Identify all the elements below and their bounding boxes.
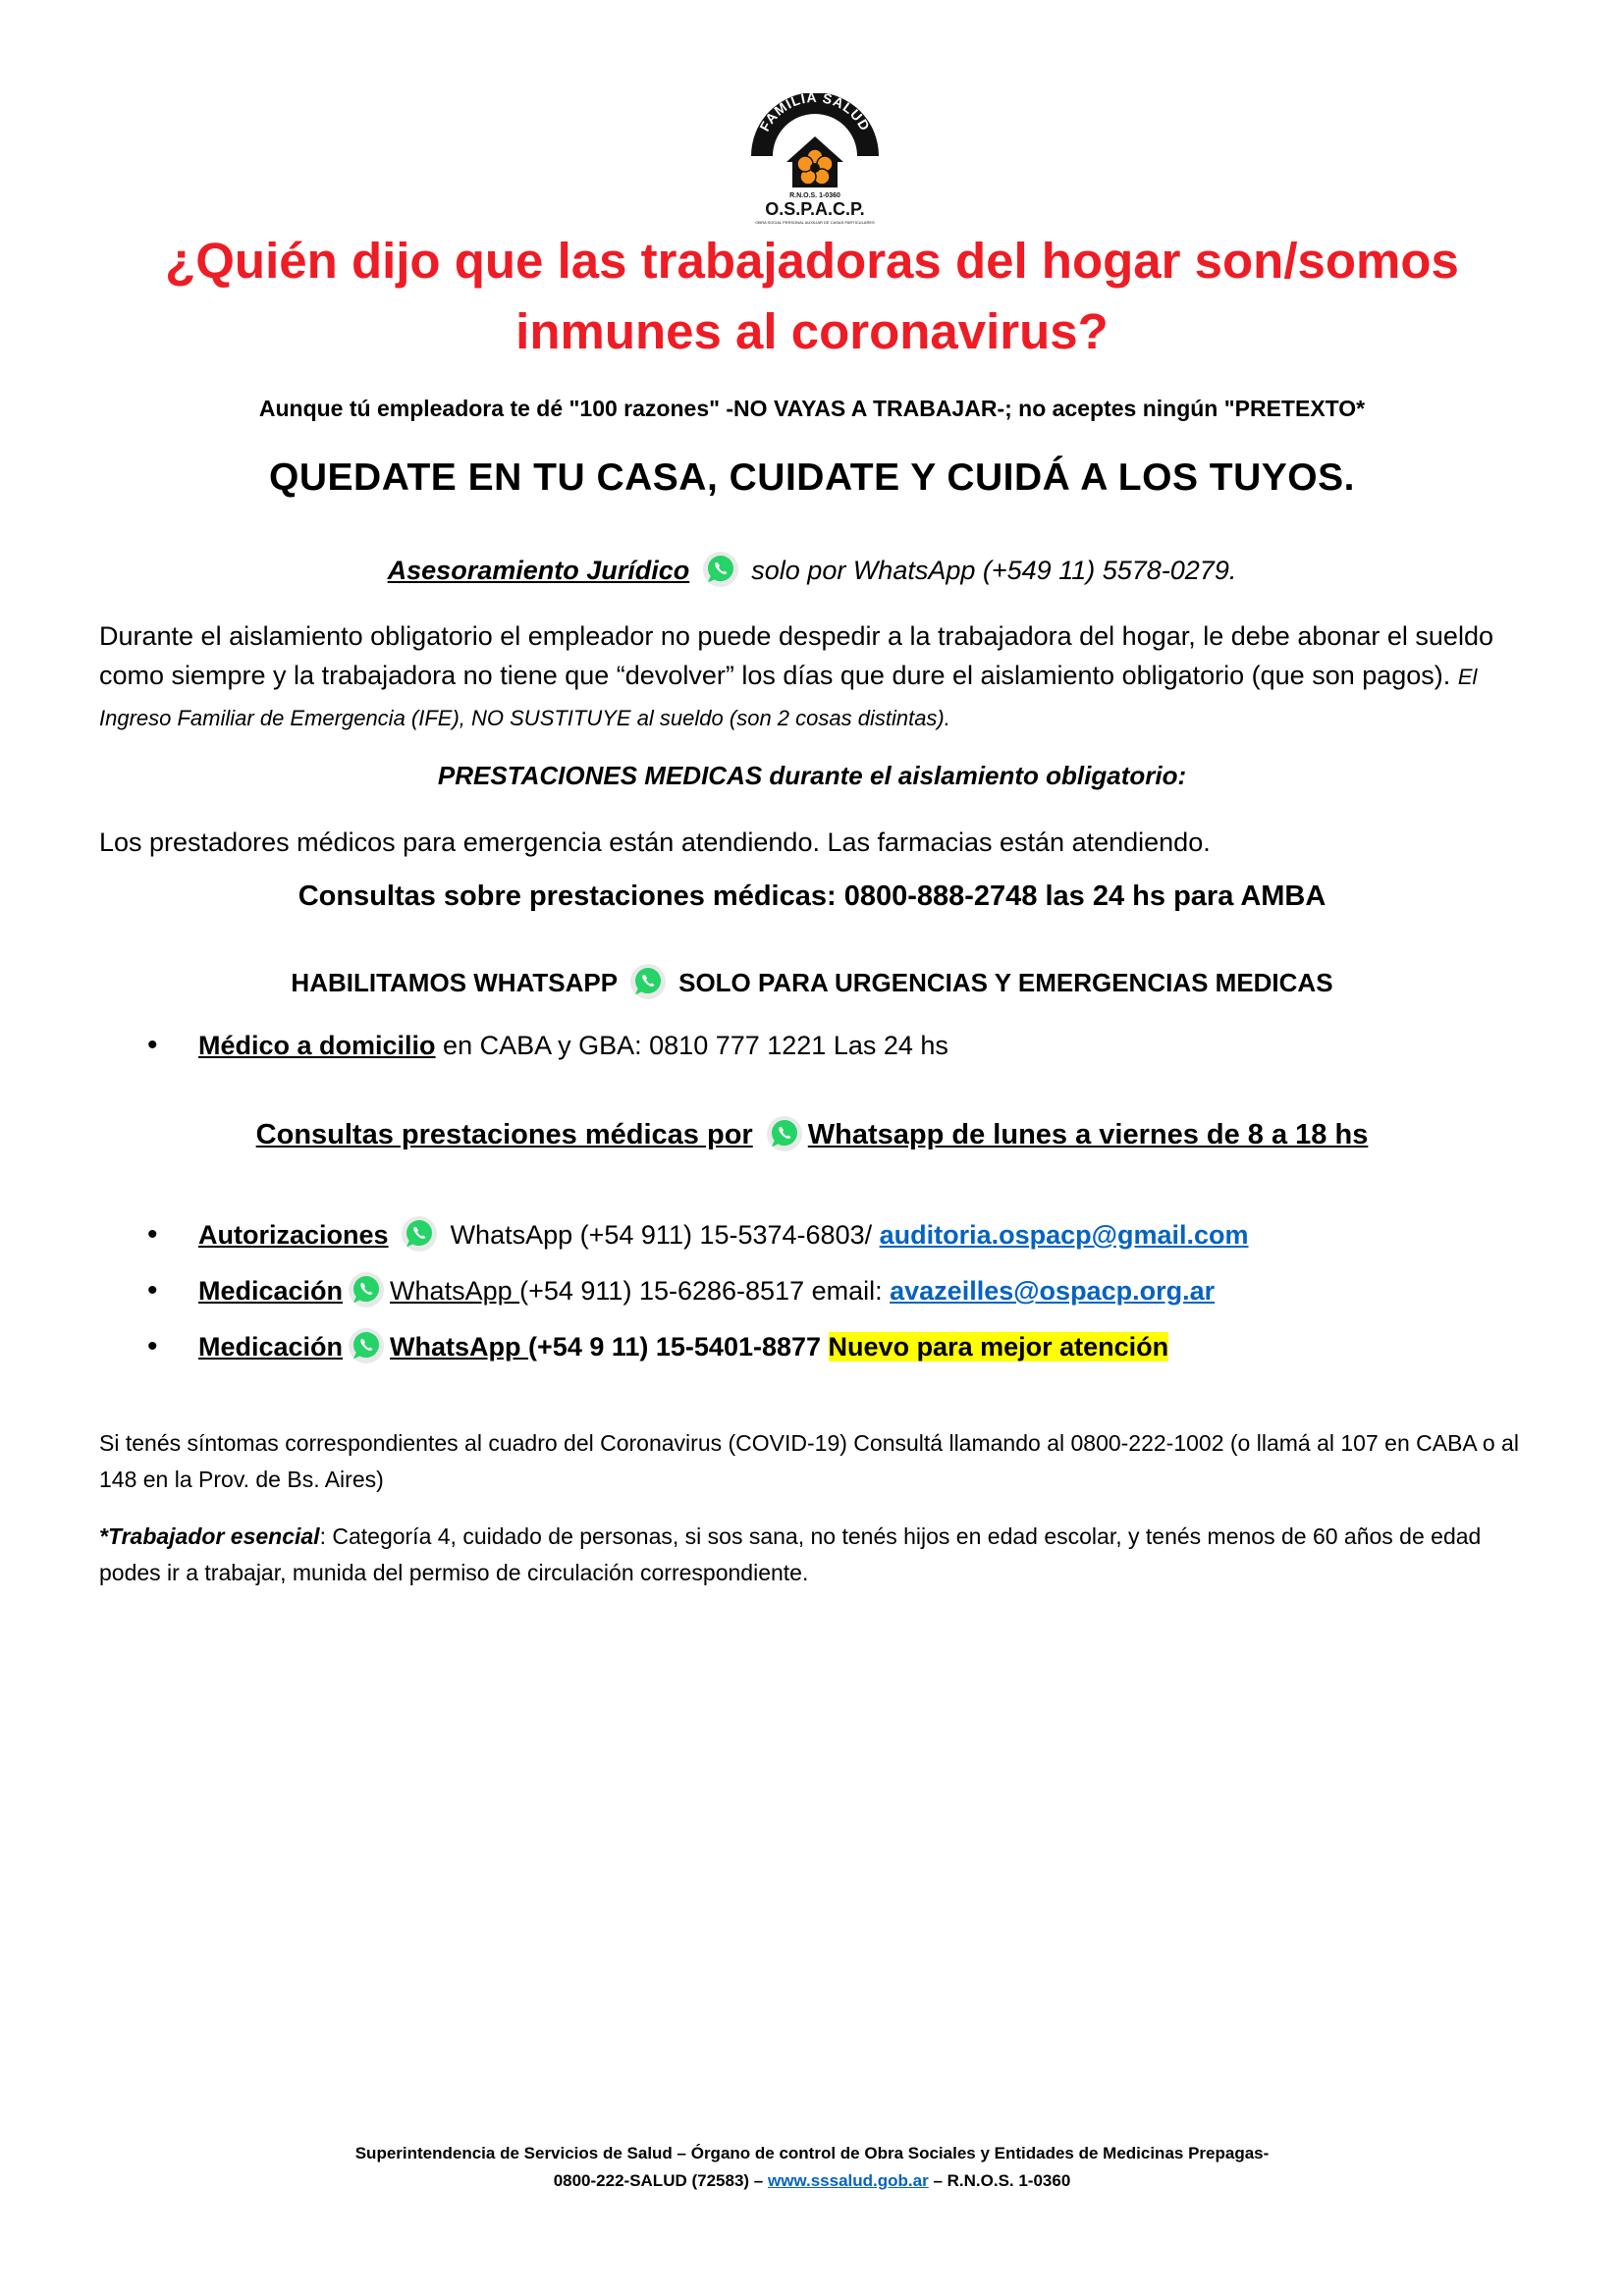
footer-rnos: – R.N.O.S. 1-0360 — [928, 2171, 1071, 2190]
asesoramiento-text: solo por WhatsApp (+549 11) 5578-0279. — [743, 556, 1237, 585]
headline: QUEDATE EN TU CASA, CUIDATE Y CUIDÁ A LOS TUYOS. — [269, 456, 1355, 499]
subtitle: Aunque tú empleadora te dé "100 razones" -NO VAYAS A TRABAJAR-; no aceptes ningún "PRETEXTO* — [258, 396, 1366, 421]
medicacion-label: Medicación — [198, 1276, 344, 1306]
footer-line-2 — [0, 2167, 1624, 2195]
auditoria-email-link[interactable]: auditoria.ospacp@gmail.com — [879, 1220, 1249, 1250]
medico-label: Médico a domicilio — [198, 1031, 436, 1060]
page-title — [0, 226, 1624, 367]
ife-note: El Ingreso Familiar de Emergencia (IFE), NO SUSTITUYE al sueldo (son 2 cosas distintas). — [99, 665, 1478, 730]
ospacp-logo — [741, 93, 889, 231]
nuevo-highlight: Nuevo para mejor atención — [828, 1332, 1169, 1362]
asesoramiento-label: Asesoramiento Jurídico — [387, 556, 690, 585]
consultas-phone-line: Consultas sobre prestaciones médicas: 0800-888-2748 las 24 hs para AMBA — [298, 881, 1326, 912]
habilitamos-after: SOLO PARA URGENCIAS Y EMERGENCIAS MEDICAS — [671, 968, 1333, 997]
medicacion-phone: (+54 911) 15-6286-8517 — [519, 1276, 805, 1306]
esencial-text: : Categoría 4, cuidado de personas, si sos sana, no tenés hijos en edad escolar, y tenés menos de 60 años de edad podes ir a trabajar, munida del permiso de circulación correspondiente. — [99, 1523, 1482, 1585]
logo-name: O.S.P.A.C.P. — [765, 199, 865, 219]
whatsapp-icon — [701, 550, 740, 589]
consultas2-after: Whatsapp de lunes a viernes de 8 a 18 hs — [807, 1119, 1369, 1150]
bullet-icon: • — [147, 1218, 158, 1251]
aislamiento-main-text: Durante el aislamiento obligatorio el empleador no puede despedir a la trabajadora del hogar, le debe abonar el sueldo como siempre y la trabajadora no tiene que “devolver” los días que dure el aislamiento obligatorio (que son pagos). — [99, 621, 1493, 690]
footer — [0, 2140, 1624, 2195]
title-line-1: ¿Quién dijo que las trabajadoras del hogar son/somos — [165, 233, 1459, 289]
esencial-label: *Trabajador esencial — [99, 1523, 320, 1549]
avazeilles-email-link[interactable]: avazeilles@ospacp.org.ar — [890, 1276, 1216, 1306]
list-item-medicacion-1 — [147, 1270, 1215, 1309]
trabajador-esencial-paragraph — [99, 1519, 1523, 1591]
footer-line-1: Superintendencia de Servicios de Salud – Órgano de control de Obra Sociales y Entidades de Medicinas Prepagas- — [354, 2144, 1270, 2163]
medicacion-whatsapp-label: WhatsApp — [390, 1276, 520, 1306]
prestaciones-heading: PRESTACIONES MEDICAS durante el aislamiento obligatorio: — [437, 761, 1187, 790]
habilitamos-before: HABILITAMOS WHATSAPP — [291, 968, 618, 997]
autorizaciones-label: Autorizaciones — [198, 1220, 389, 1250]
whatsapp-icon — [400, 1214, 439, 1254]
whatsapp-icon — [628, 962, 668, 1001]
list-item-autorizaciones — [147, 1214, 1249, 1254]
asesoramiento-line — [0, 550, 1624, 589]
logo-rnos: R.N.O.S. 1-0360 — [789, 192, 840, 199]
consultas-whatsapp-heading — [0, 1114, 1624, 1153]
footer-phone: 0800-222-SALUD (72583) – — [553, 2171, 768, 2190]
logo-tagline: OBRA SOCIAL PERSONAL AUXILIAR DE CASAS PARTICULARES — [755, 220, 875, 225]
autorizaciones-text: WhatsApp (+54 911) 15-5374-6803/ — [443, 1220, 880, 1250]
title-line-2: inmunes al coronavirus? — [515, 303, 1109, 359]
list-item-medicacion-2 — [147, 1326, 1168, 1365]
bullet-icon: • — [147, 1274, 158, 1307]
prestadores-paragraph: Los prestadores médicos para emergencia están atendiendo. Las farmacias están atendiendo. — [99, 828, 1211, 857]
medicacion-email-label: email: — [804, 1276, 891, 1306]
covid-paragraph: Si tenés síntomas correspondientes al cuadro del Coronavirus (COVID-19) Consultá llamando al 0800-222-1002 (o llamá al 107 en CABA o al 148 en la Prov. de Bs. Aires) — [99, 1430, 1519, 1492]
consultas2-before: Consultas prestaciones médicas por — [255, 1119, 753, 1150]
habilitamos-whatsapp-line — [0, 962, 1624, 1001]
logo-arc-text: FAMILIA SALUD — [756, 93, 874, 134]
bullet-icon: • — [147, 1029, 158, 1061]
medico-text: en CABA y GBA: 0810 777 1221 Las 24 hs — [435, 1031, 948, 1060]
bullet-icon: • — [147, 1330, 158, 1362]
list-item-medico — [147, 1029, 948, 1062]
whatsapp-icon — [347, 1326, 386, 1365]
sssalud-link[interactable]: www.sssalud.gob.ar — [767, 2171, 929, 2190]
medicacion-whatsapp-label: WhatsApp — [390, 1332, 529, 1362]
whatsapp-icon — [347, 1270, 386, 1309]
aislamiento-paragraph — [99, 616, 1523, 738]
medicacion-label: Medicación — [198, 1332, 344, 1362]
medicacion-phone-new: (+54 9 11) 15-5401-8877 — [528, 1332, 829, 1362]
whatsapp-icon — [765, 1114, 804, 1153]
